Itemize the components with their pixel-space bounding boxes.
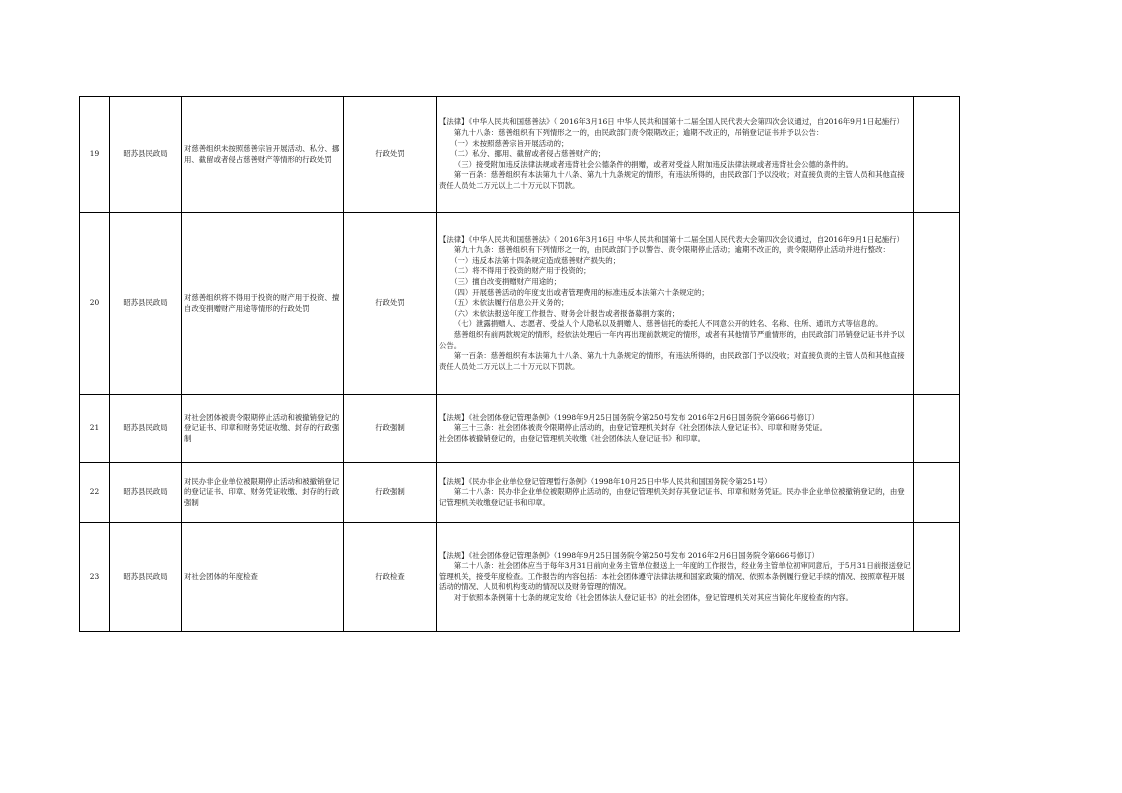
legal-basis-cell — [437, 463, 914, 523]
remarks-cell — [914, 213, 960, 395]
table-row — [80, 523, 960, 632]
row-number: 19 — [80, 97, 110, 213]
remarks-cell — [914, 523, 960, 632]
remarks-cell — [914, 395, 960, 463]
department-cell: 昭苏县民政局 — [110, 97, 182, 213]
table-row — [80, 463, 960, 523]
basis-line: 社会团体被撤销登记的，由登记管理机关收缴《社会团体法人登记证书》和印章。 — [439, 433, 706, 443]
item-name-cell: 对慈善组织将不得用于投资的财产用于投资、擅自改变捐赠财产用途等情形的行政处罚 — [182, 213, 344, 395]
basis-line: （二）将不得用于投资的财产用于投资的； — [450, 266, 591, 276]
basis-line: （一）未按照慈善宗旨开展活动的； — [450, 138, 569, 148]
remarks-cell — [914, 463, 960, 523]
department-cell: 昭苏县民政局 — [110, 395, 182, 463]
basis-line: 【法规】《社会团体登记管理条例》（1998年9月25日国务院令第250号发布 2016年2月6日国务院令第666号修订） — [439, 550, 819, 560]
basis-line: 第九十八条：慈善组织有下列情形之一的，由民政部门责令限期改正；逾期不改正的，吊销登记证书并予以公告： — [453, 128, 824, 138]
row-number: 21 — [80, 395, 110, 463]
remarks-cell — [914, 97, 960, 213]
department-cell: 昭苏县民政局 — [110, 213, 182, 395]
basis-line: 【法规】《社会团体登记管理条例》（1998年9月25日国务院令第250号发布 2016年2月6日国务院令第666号修订） — [439, 412, 819, 422]
table-row — [80, 97, 960, 213]
basis-line: （五）未依法履行信息公开义务的； — [450, 298, 569, 308]
row-number: 23 — [80, 523, 110, 632]
basis-line: 第一百条：慈善组织有本法第九十八条、第九十九条规定的情形，有违法所得的，由民政部门予以没收；对直接负责的主管人员和其他直接责任人员处二万元以上二十万元以下罚款。 — [439, 170, 905, 190]
table-row — [80, 395, 960, 463]
basis-line: 第九十九条：慈善组织有下列情形之一的，由民政部门予以警告、责令限期停止活动；逾期不改正的，责令限期停止活动并进行整改： — [453, 245, 890, 255]
basis-line: 慈善组织有前两款规定的情形，经依法处理后一年内再出现前款规定的情形，或者有其他情节严重情形的，由民政部门吊销登记证书并予以公告。 — [439, 329, 905, 350]
table-row — [80, 213, 960, 395]
department-cell: 昭苏县民政局 — [110, 463, 182, 523]
basis-line: 【法律】《中华人民共和国慈善法》（ 2016年3月16日 中华人民共和国第十二届全国人民代表大会第四次会议通过，自2016年9月1日起施行） — [439, 234, 904, 244]
legal-basis-cell — [437, 97, 914, 213]
basis-line: 第三十三条：社会团体被责令限期停止活动的，由登记管理机关封存《社会团体法人登记证书》、印章和财务凭证。 — [453, 423, 828, 433]
enforcement-items-table — [79, 96, 960, 632]
item-name-cell: 对民办非企业单位被限期停止活动和被撤销登记的登记证书、印章、财务凭证收缴、封存的行政强制 — [182, 463, 344, 523]
legal-basis-cell — [437, 395, 914, 463]
basis-line: 第二十八条：社会团体应当于每年3月31日前向业务主管单位报送上一年度的工作报告，经业务主管单位初审同意后，于5月31日前报送登记管理机关，接受年度检查。工作报告的内容包括：本社会团体遵守法律法规和国家政策的情况、依照本条例履行登记手续的情况、按照章程开展活动的情况、人员和机构变动的情况以及财务管理的情况。 — [439, 561, 911, 592]
row-number: 20 — [80, 213, 110, 395]
basis-line: 对于依照本条例第十七条的规定发给《社会团体法人登记证书》的社会团体，登记管理机关对其应当简化年度检查的内容。 — [453, 592, 853, 602]
basis-line: （二）私分、挪用、截留或者侵占慈善财产的； — [450, 149, 606, 159]
item-type-cell: 行政检查 — [344, 523, 437, 632]
legal-basis-cell — [437, 523, 914, 632]
item-type-cell: 行政处罚 — [344, 213, 437, 395]
basis-line: （三）接受附加违反法律法规或者违背社会公德条件的捐赠，或者对受益人附加违反法律法规或者违背社会公德的条件的。 — [453, 159, 853, 169]
basis-line: （六）未依法报送年度工作报告、财务会计报告或者报备募捐方案的； — [450, 308, 680, 318]
item-type-cell: 行政处罚 — [344, 97, 437, 213]
item-name-cell: 对社会团体的年度检查 — [182, 523, 344, 632]
basis-line: （四）开展慈善活动的年度支出或者管理费用的标准违反本法第六十条规定的； — [450, 287, 709, 297]
row-number: 22 — [80, 463, 110, 523]
item-type-cell: 行政强制 — [344, 463, 437, 523]
department-cell: 昭苏县民政局 — [110, 523, 182, 632]
legal-basis-cell — [437, 213, 914, 395]
item-name-cell: 对社会团体被责令限期停止活动和被撤销登记的登记证书、印章和财务凭证收缴、封存的行政强制 — [182, 395, 344, 463]
basis-line: （七）泄露捐赠人、志愿者、受益人个人隐私以及捐赠人、慈善信托的委托人不同意公开的姓名、名称、住所、通讯方式等信息的。 — [453, 319, 883, 329]
basis-line: 【法律】《中华人民共和国慈善法》（ 2016年3月16日 中华人民共和国第十二届全国人民代表大会第四次会议通过，自2016年9月1日起施行） — [439, 117, 904, 127]
item-name-cell: 对慈善组织未按照慈善宗旨开展活动、私分、挪用、截留或者侵占慈善财产等情形的行政处罚 — [182, 97, 344, 213]
basis-line: 第一百条：慈善组织有本法第九十八条、第九十九条规定的情形，有违法所得的，由民政部门予以没收；对直接负责的主管人员和其他直接责任人员处二万元以上二十万元以下罚款。 — [439, 351, 905, 371]
basis-line: 【法规】《民办非企业单位登记管理暂行条例》（1998年10月25日中华人民共和国国务院令第251号） — [439, 476, 772, 486]
basis-line: （一）违反本法第十四条规定造成慈善财产损失的； — [450, 255, 621, 265]
item-type-cell: 行政强制 — [344, 395, 437, 463]
basis-line: 第二十八条：民办非企业单位被限期停止活动的，由登记管理机关封存其登记证书、印章和财务凭证。民办非企业单位被撤销登记的，由登记管理机关收缴登记证书和印章。 — [439, 487, 905, 507]
basis-line: （三）擅自改变捐赠财产用途的； — [450, 277, 561, 287]
